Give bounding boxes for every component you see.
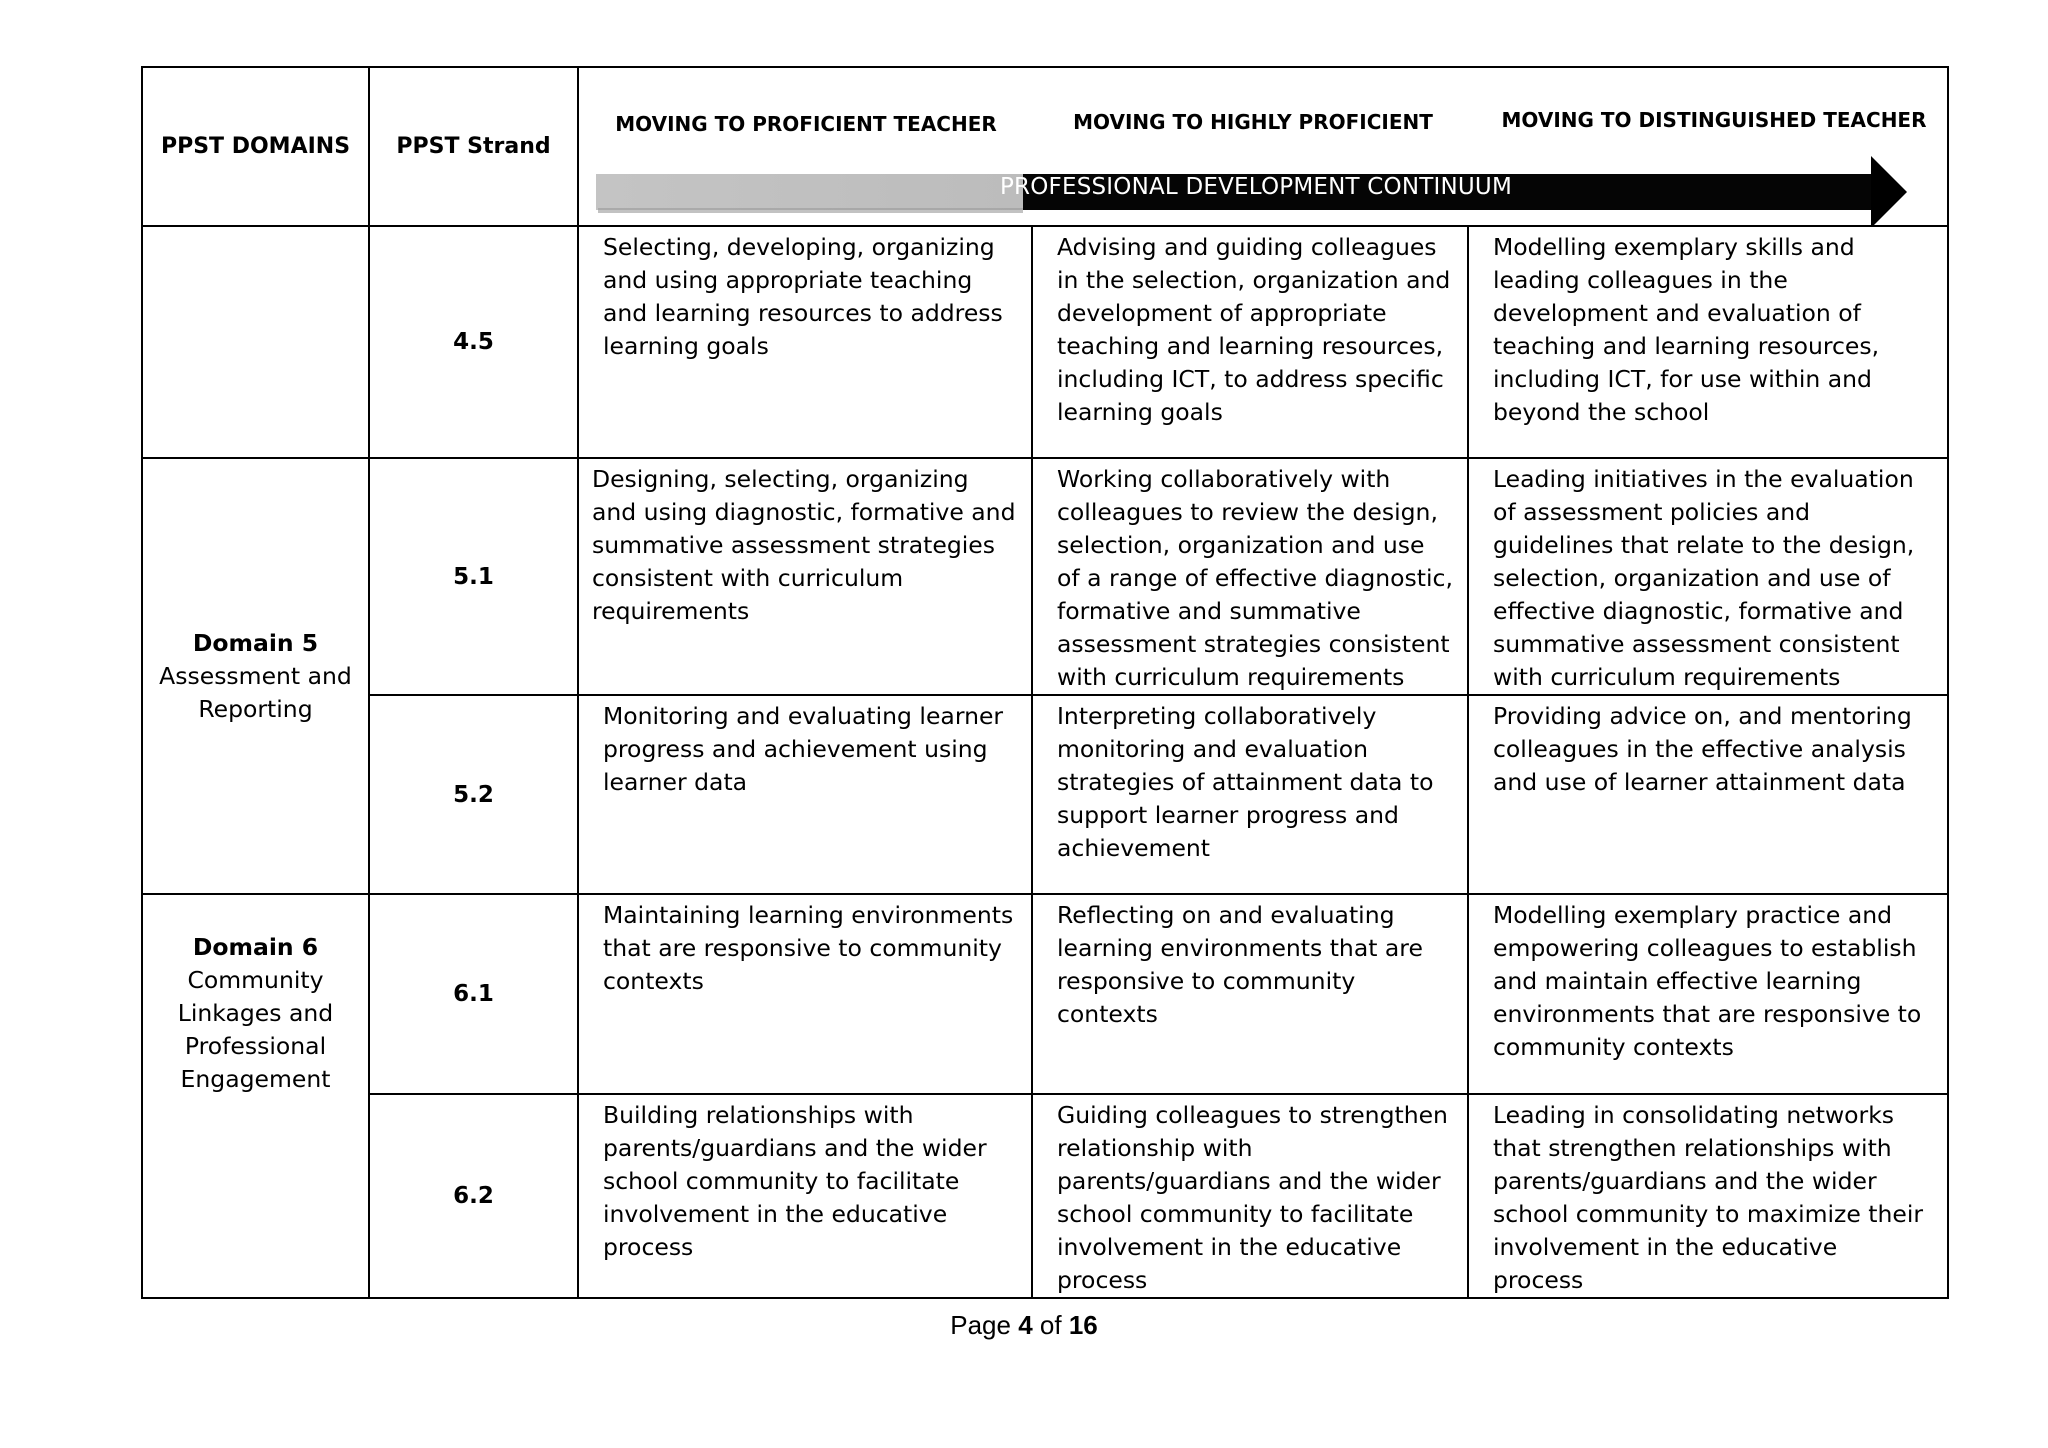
domain-5-cell: [142, 458, 369, 894]
continuum-header: [579, 68, 1947, 225]
strand-cell: 6.2: [369, 1094, 578, 1298]
highly-proficient-cell: Working collaboratively with colleagues to review the design, selection, organization and use of a range of effective diagnostic, formative and summative assessment strategies consistent with curriculum requirements: [1032, 458, 1468, 695]
highly-proficient-cell: Guiding colleagues to strengthen relationship with parents/guardians and the wider school community to facilitate involvement in the educative process: [1032, 1094, 1468, 1298]
distinguished-cell: Modelling exemplary practice and empowering colleagues to establish and maintain effective learning environments that are responsive to community contexts: [1468, 894, 1948, 1094]
table-row: [142, 695, 1948, 894]
strand-cell: 6.1: [369, 894, 578, 1094]
proficient-cell: Building relationships with parents/guardians and the wider school community to facilitate involvement in the educative process: [578, 1094, 1032, 1298]
highly-proficient-cell: Advising and guiding colleagues in the selection, organization and development of appropriate teaching and learning resources, including ICT, to address specific learning goals: [1032, 226, 1468, 458]
domain-6-name-line2: Linkages and: [177, 999, 334, 1027]
continuum-label: PROFESSIONAL DEVELOPMENT CONTINUUM: [999, 174, 1512, 200]
domain-6-name-line1: Community: [187, 966, 324, 994]
header-distinguished: MOVING TO DISTINGUISHED TEACHER: [1501, 108, 1927, 132]
domain-5-title: Domain 5: [192, 628, 319, 657]
page-total: 16: [1068, 1310, 1098, 1340]
domain-6-name-line3: Professional: [184, 1032, 327, 1060]
table-row: [142, 894, 1948, 1094]
page-footer: [0, 1310, 2048, 1341]
domain-5-name-line2: Reporting: [198, 694, 313, 723]
table-row: [142, 1094, 1948, 1298]
distinguished-cell: Leading in consolidating networks that strengthen relationships with parents/guardians and the wider school community to maximize their involvement in the educative process: [1468, 1094, 1948, 1298]
header-highly-proficient: MOVING TO HIGHLY PROFICIENT: [1073, 110, 1433, 134]
highly-proficient-cell: Interpreting collaboratively monitoring and evaluation strategies of attainment data to support learner progress and achievement: [1032, 695, 1468, 894]
page-number: 4: [1018, 1310, 1033, 1340]
highly-proficient-cell: Reflecting on and evaluating learning environments that are responsive to community contexts: [1032, 894, 1468, 1094]
table-header-row: [142, 67, 1948, 226]
proficient-cell: Selecting, developing, organizing and using appropriate teaching and learning resources to address learning goals: [578, 226, 1032, 458]
domain-cell-empty: [142, 226, 369, 458]
proficient-cell: Monitoring and evaluating learner progress and achievement using learner data: [578, 695, 1032, 894]
proficient-cell: Designing, selecting, organizing and using diagnostic, formative and summative assessment strategies consistent with curriculum requirements: [578, 458, 1032, 695]
header-proficient: MOVING TO PROFICIENT TEACHER: [615, 112, 997, 136]
proficient-cell: Maintaining learning environments that are responsive to community contexts: [578, 894, 1032, 1094]
domain-5-name-line1: Assessment and: [159, 661, 352, 690]
strand-cell: 5.1: [369, 458, 578, 695]
domain-6-name-line4: Engagement: [180, 1065, 331, 1093]
ppst-table: [141, 66, 1949, 1299]
domain-6-title: Domain 6: [192, 933, 319, 961]
header-continuum-cell: [578, 67, 1948, 226]
of-word: of: [1039, 1310, 1062, 1340]
table-row: [142, 226, 1948, 458]
strand-cell: 4.5: [369, 226, 578, 458]
distinguished-cell: Providing advice on, and mentoring colleagues in the effective analysis and use of learner attainment data: [1468, 695, 1948, 894]
strand-cell: 5.2: [369, 695, 578, 894]
header-ppst-strand: PPST Strand: [369, 67, 578, 226]
page-word: Page: [950, 1310, 1011, 1340]
domain-6-cell: [142, 894, 369, 1298]
table-row: [142, 458, 1948, 695]
distinguished-cell: Leading initiatives in the evaluation of assessment policies and guidelines that relate to the design, selection, organization and use of effective diagnostic, formative and summative assessment consistent with curriculum requirements: [1468, 458, 1948, 695]
header-ppst-domains: PPST DOMAINS: [142, 67, 369, 226]
continuum-arrow-icon: [579, 68, 1941, 225]
distinguished-cell: Modelling exemplary skills and leading colleagues in the development and evaluation of teaching and learning resources, including ICT, for use within and beyond the school: [1468, 226, 1948, 458]
